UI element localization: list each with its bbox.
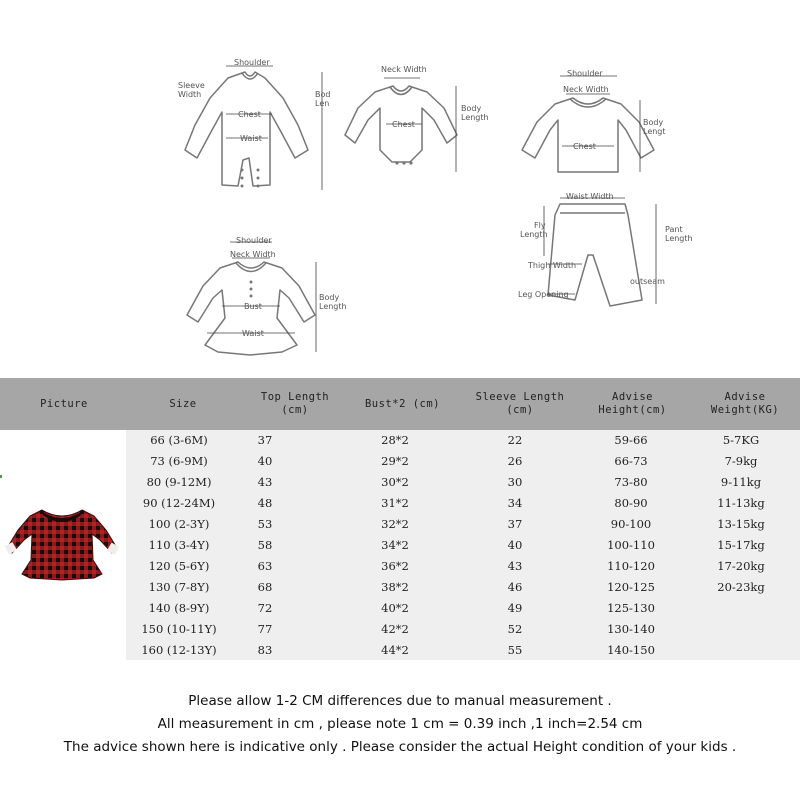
note-advice: The advice shown here is indicative only . Please consider the actual Height condition of your kids .	[63, 739, 737, 755]
table-row	[126, 472, 800, 493]
table-cell: 80-90	[614, 496, 648, 510]
note-conversion: All measurement in cm , please note 1 cm = 0.39 inch ,1 inch=2.54 cm	[157, 716, 643, 732]
romper-body-label-2: Len	[315, 99, 330, 108]
table-row	[126, 619, 800, 640]
table-cell: 43	[257, 475, 273, 489]
dress-neck-label: Neck Width	[230, 250, 276, 259]
romper-sleeve-label: Sleeve	[178, 81, 205, 90]
top-neck-label: Neck Width	[563, 85, 609, 94]
table-cell: 29*2	[381, 454, 409, 468]
table-cell: 40	[507, 538, 523, 552]
table-cell: 130-140	[607, 622, 655, 636]
header-sleeve-length: Sleeve Length (cm)	[475, 391, 565, 416]
table-cell: 40*2	[381, 601, 409, 615]
table-cell: 15-17kg	[717, 538, 765, 552]
pants-outseam-label: outseam	[630, 277, 665, 286]
table-cell: 52	[507, 622, 523, 636]
table-cell: 120 (5-6Y)	[148, 559, 210, 573]
table-cell: 22	[507, 433, 523, 447]
table-row	[126, 598, 800, 619]
table-cell: 110-120	[607, 559, 655, 573]
table-cell: 68	[257, 580, 273, 594]
table-cell: 36*2	[381, 559, 409, 573]
top-chest-label: Chest	[573, 142, 596, 151]
table-cell: 80 (9-12M)	[146, 475, 212, 489]
romper-waist-label: Waist	[240, 134, 262, 143]
header-advise-height: Advise Height(cm)	[598, 391, 667, 416]
table-cell: 17-20kg	[717, 559, 765, 573]
table-cell: 130 (7-8Y)	[148, 580, 210, 594]
top-diagram	[522, 98, 654, 172]
header-top-length: Top Length (cm)	[260, 391, 330, 416]
table-cell	[696, 619, 786, 640]
bodysuit-neck-label: Neck Width	[381, 65, 427, 74]
table-cell: 73 (6-9M)	[150, 454, 208, 468]
measurement-diagrams	[0, 0, 800, 378]
table-cell: 90-100	[610, 517, 652, 531]
romper-body-label: Bod	[315, 90, 331, 99]
table-cell: 90 (12-24M)	[142, 496, 216, 510]
table-cell: 43	[507, 559, 523, 573]
table-row	[126, 556, 800, 577]
table-cell: 83	[257, 643, 273, 657]
romper-sleeve-label-2: Width	[178, 90, 202, 99]
table-cell: 66-73	[614, 454, 648, 468]
table-row	[126, 640, 800, 661]
table-cell: 13-15kg	[717, 517, 765, 531]
table-cell	[696, 640, 786, 661]
table-cell: 32*2	[381, 517, 409, 531]
top-body-label-2: Lengt	[643, 127, 666, 136]
table-cell: 20-23kg	[717, 580, 765, 594]
table-cell: 34*2	[381, 538, 409, 552]
product-picture	[0, 430, 126, 660]
table-cell: 53	[257, 517, 273, 531]
plaid-dress-image	[0, 430, 126, 660]
header-advise-weight: Advise Weight(KG)	[710, 391, 780, 416]
pants-waist-label: Waist Width	[566, 192, 614, 201]
table-cell	[696, 598, 786, 619]
table-cell: 48	[257, 496, 273, 510]
table-cell: 38*2	[381, 580, 409, 594]
table-cell: 120-125	[607, 580, 655, 594]
top-shoulder-label: Shoulder	[567, 69, 603, 78]
table-cell: 140-150	[607, 643, 655, 657]
table-cell: 37	[507, 517, 523, 531]
pants-length-label: Pant	[665, 225, 683, 234]
table-cell: 59-66	[614, 433, 648, 447]
table-cell: 66 (3-6M)	[150, 433, 208, 447]
bodysuit-body-label-2: Length	[461, 113, 489, 122]
table-row	[126, 493, 800, 514]
table-cell: 5-7KG	[722, 433, 760, 447]
table-cell: 28*2	[381, 433, 409, 447]
table-cell: 37	[257, 433, 273, 447]
table-cell: 100 (2-3Y)	[148, 517, 210, 531]
table-cell: 77	[257, 622, 273, 636]
note-difference: Please allow 1-2 CM differences due to manual measurement .	[188, 693, 612, 709]
table-cell: 34	[507, 496, 523, 510]
table-cell: 58	[257, 538, 273, 552]
table-cell: 73-80	[614, 475, 648, 489]
dress-body-label-2: Length	[319, 302, 347, 311]
table-cell: 26	[507, 454, 523, 468]
pants-thigh-label: Thigh Width	[528, 261, 577, 270]
pants-leg-opening-label: Leg Opening	[518, 290, 569, 299]
header-bust: Bust*2 (cm)	[364, 397, 441, 410]
dress-shoulder-label: Shoulder	[236, 236, 272, 245]
romper-shoulder-label: Shoulder	[234, 58, 270, 67]
table-cell: 40	[257, 454, 273, 468]
pants-fly-label: Fly	[534, 221, 546, 230]
dress-bust-label: Bust	[244, 302, 262, 311]
pants-length-label-2: Length	[665, 234, 693, 243]
dress-waist-label: Waist	[242, 329, 264, 338]
header-size: Size	[169, 397, 197, 410]
diagram-canvas	[0, 0, 800, 378]
table-cell: 63	[257, 559, 273, 573]
table-cell: 42*2	[381, 622, 409, 636]
table-cell: 140 (8-9Y)	[148, 601, 210, 615]
pants-fly-label-2: Length	[520, 230, 548, 239]
table-cell: 150 (10-11Y)	[141, 622, 217, 636]
bodysuit-body-label: Body	[461, 104, 482, 113]
table-row	[126, 430, 800, 451]
header-picture: Picture	[40, 397, 88, 410]
table-cell: 110 (3-4Y)	[148, 538, 210, 552]
table-cell: 31*2	[381, 496, 409, 510]
dress-body-label: Body	[319, 293, 340, 302]
table-cell: 9-11kg	[720, 475, 762, 489]
romper-chest-label: Chest	[238, 110, 261, 119]
bodysuit-chest-label: Chest	[392, 120, 415, 129]
table-cell: 11-13kg	[717, 496, 765, 510]
size-table-header	[0, 378, 800, 430]
table-cell: 44*2	[381, 643, 409, 657]
table-row	[126, 535, 800, 556]
table-cell: 7-9kg	[724, 454, 758, 468]
top-body-label: Body	[643, 118, 664, 127]
table-cell: 30	[507, 475, 523, 489]
table-cell: 46	[507, 580, 523, 594]
table-row	[126, 514, 800, 535]
table-cell: 100-110	[607, 538, 655, 552]
table-row	[126, 577, 800, 598]
table-row	[126, 451, 800, 472]
measurement-notes	[0, 690, 800, 759]
table-cell: 125-130	[607, 601, 655, 615]
table-cell: 30*2	[381, 475, 409, 489]
table-cell: 49	[507, 601, 523, 615]
table-cell: 55	[507, 643, 523, 657]
table-cell: 72	[257, 601, 273, 615]
table-cell: 160 (12-13Y)	[141, 643, 217, 657]
